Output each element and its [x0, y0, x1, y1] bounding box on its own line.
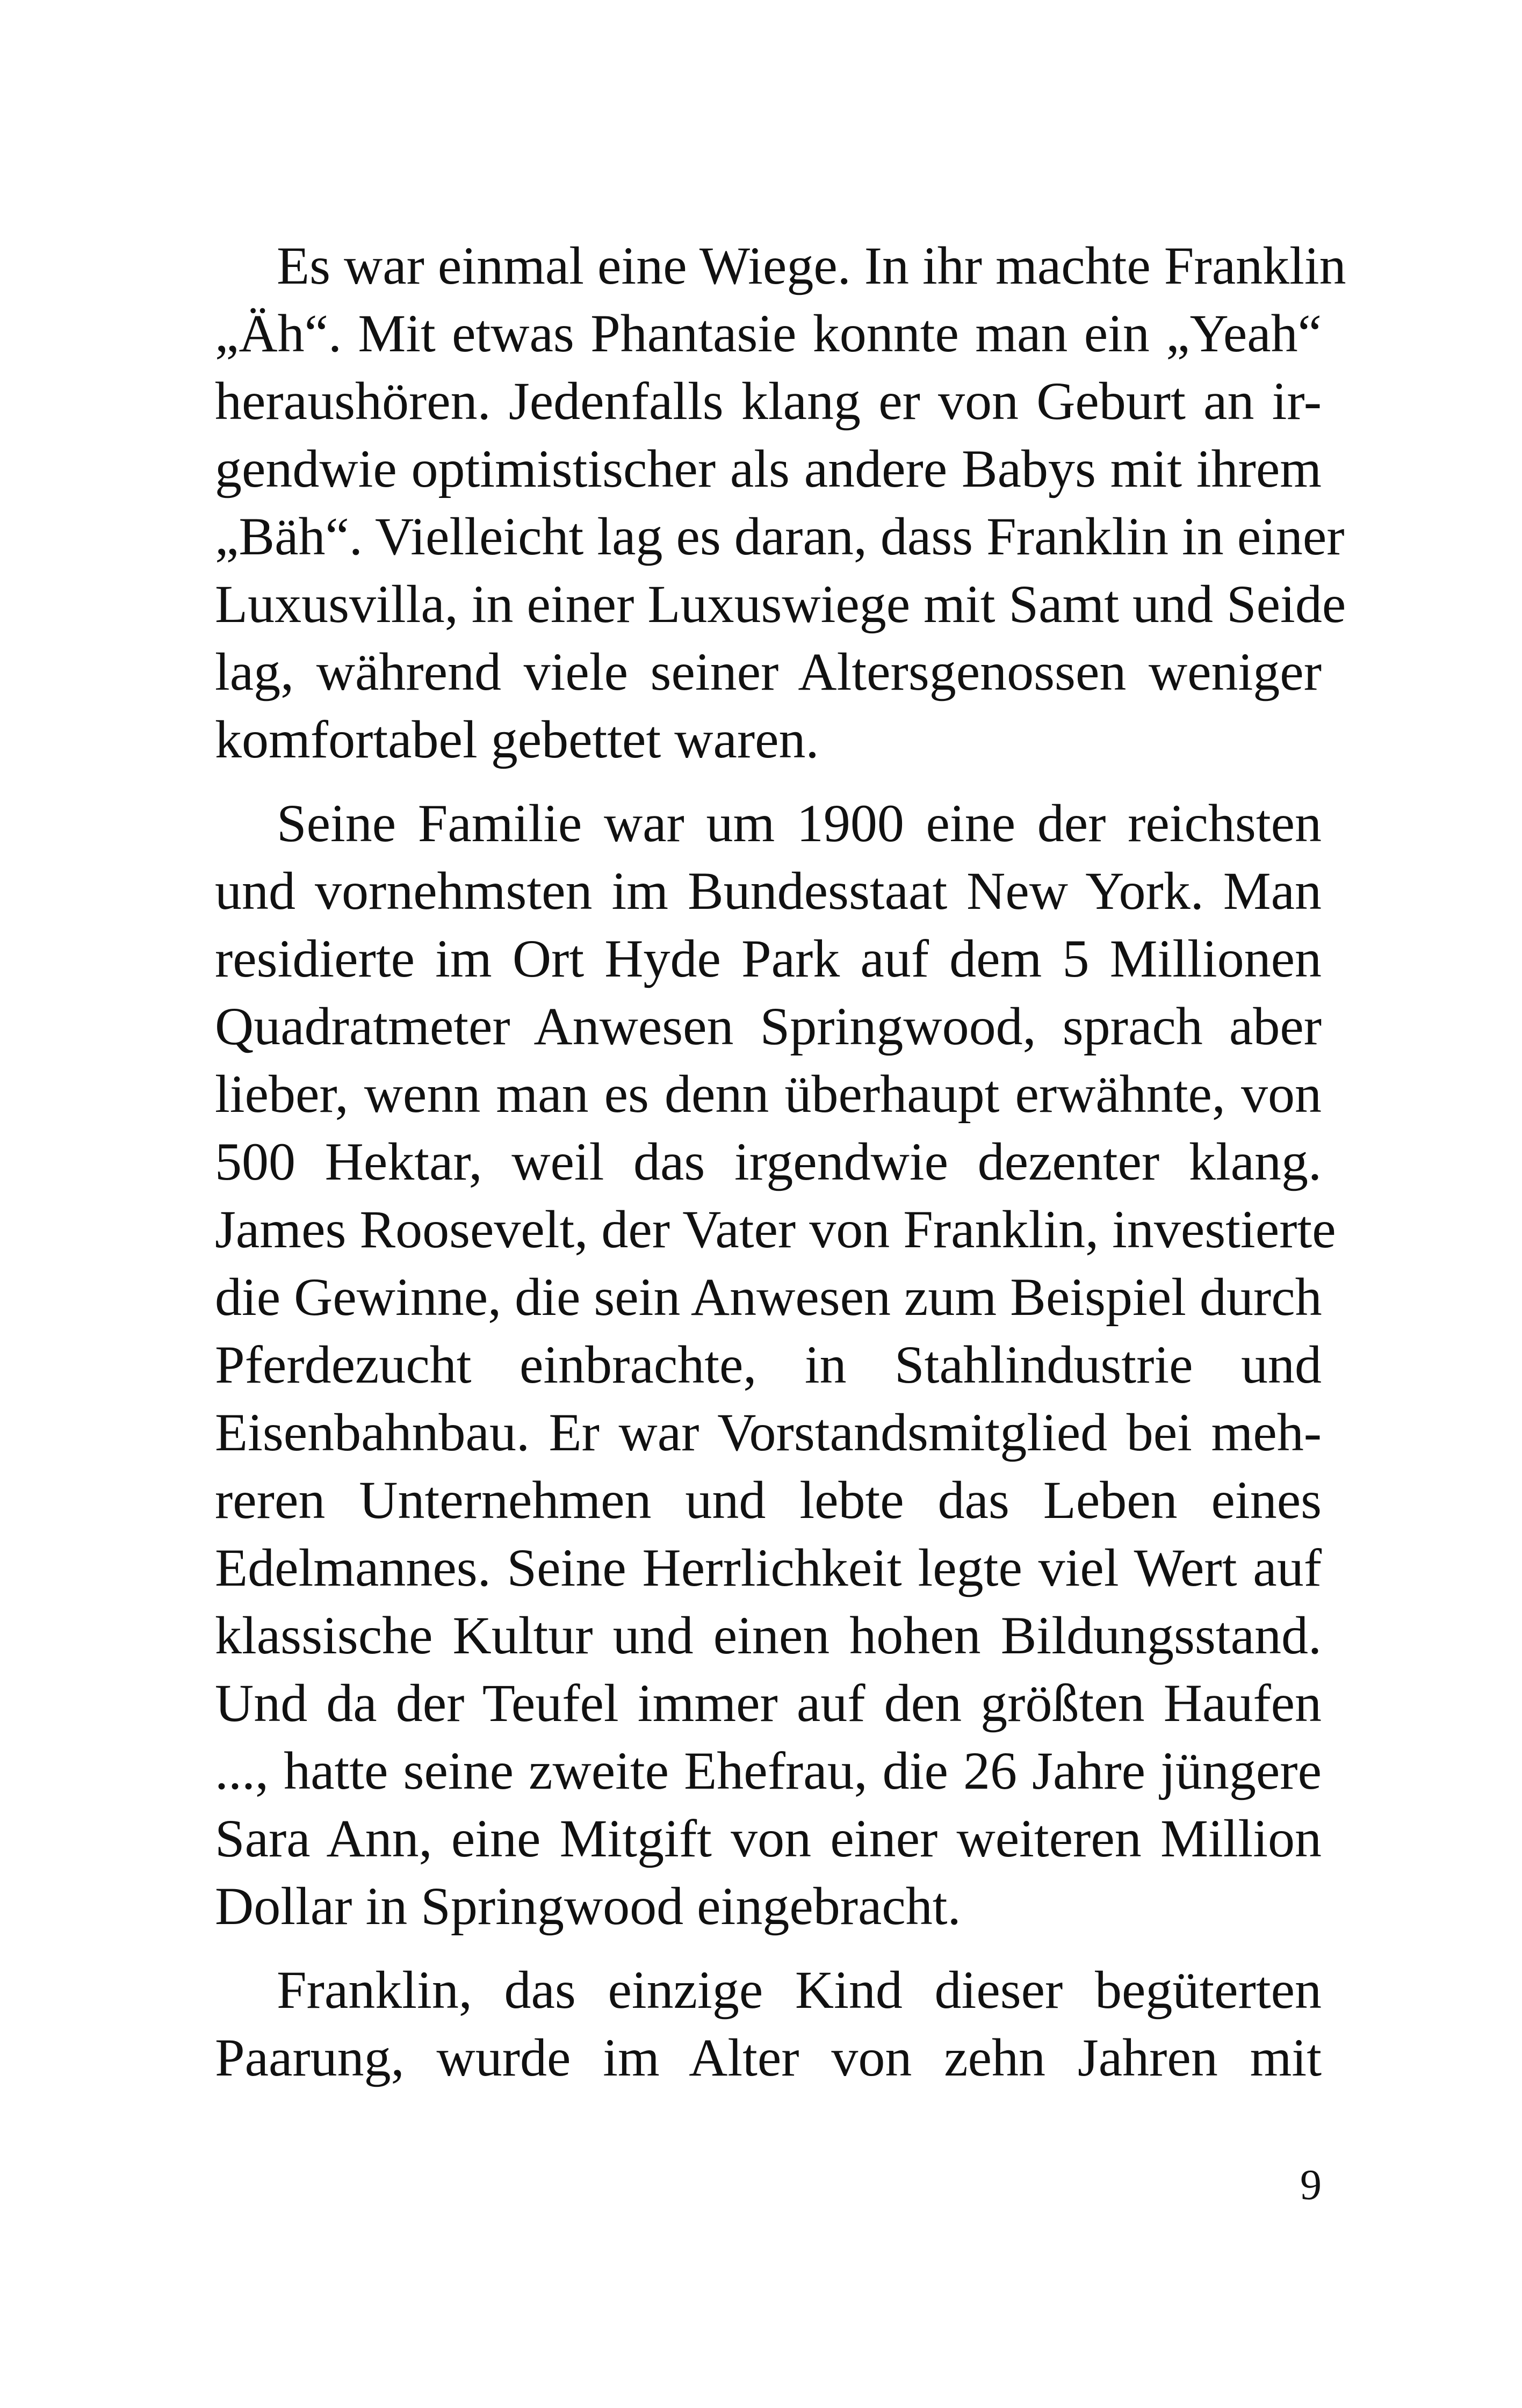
- text-line: Luxusvilla, in einer Luxuswiege mit Samt und Seide: [215, 574, 1346, 634]
- text-line: die Gewinne, die sein Anwesen zum Beispiel durch: [215, 1267, 1322, 1327]
- text-line: 500 Hektar, weil das irgendwie dezenter klang.: [215, 1132, 1322, 1191]
- text-line: heraushören. Jedenfalls klang er von Geburt an ir-: [215, 371, 1322, 431]
- text-line: Und da der Teufel immer auf den größten Haufen: [215, 1673, 1322, 1733]
- text-line: lieber, wenn man es denn überhaupt erwähnte, von: [215, 1064, 1322, 1124]
- text-line: lag, während viele seiner Altersgenossen weniger: [215, 642, 1322, 702]
- text-line: ..., hatte seine zweite Ehefrau, die 26 Jahre jüngere: [215, 1741, 1322, 1800]
- paragraph-3: [215, 1956, 1322, 2092]
- text-line: klassische Kultur und einen hohen Bildungsstand.: [215, 1606, 1322, 1665]
- text-line: Paarung, wurde im Alter von zehn Jahren mit: [215, 2028, 1322, 2087]
- text-line: gendwie optimistischer als andere Babys mit ihrem: [215, 439, 1322, 498]
- text-line: komfortabel gebettet waren.: [215, 710, 819, 769]
- text-line: Eisenbahnbau. Er war Vorstandsmitglied bei meh-: [215, 1402, 1322, 1462]
- text-line: residierte im Ort Hyde Park auf dem 5 Millionen: [215, 929, 1322, 988]
- paragraph-2: [215, 790, 1336, 1940]
- text-line: Dollar in Springwood eingebracht.: [215, 1876, 961, 1936]
- text-line: James Roosevelt, der Vater von Franklin, investierte: [215, 1199, 1336, 1259]
- text-line: Pferdezucht einbrachte, in Stahlindustrie und: [215, 1335, 1322, 1394]
- text-line: Edelmannes. Seine Herrlichkeit legte viel Wert auf: [215, 1538, 1322, 1597]
- text-line: und vornehmsten im Bundesstaat New York. Man: [215, 861, 1322, 921]
- body-text: [215, 232, 1346, 2092]
- text-line: „Bäh“. Vielleicht lag es daran, dass Franklin in einer: [215, 507, 1345, 566]
- text-line: Sara Ann, eine Mitgift von einer weiteren Million: [215, 1809, 1322, 1868]
- paragraph-1: [215, 232, 1346, 773]
- text-line: „Äh“. Mit etwas Phantasie konnte man ein „Yeah“: [215, 303, 1322, 363]
- text-line: reren Unternehmen und lebte das Leben eines: [215, 1470, 1322, 1530]
- text-line: Quadratmeter Anwesen Springwood, sprach aber: [215, 996, 1322, 1056]
- text-line: Seine Familie war um 1900 eine der reichsten: [277, 793, 1322, 853]
- text-line: Franklin, das einzige Kind dieser begüterten: [277, 1960, 1322, 2020]
- page-number: 9: [1300, 2161, 1322, 2209]
- text-line: Es war einmal eine Wiege. In ihr machte Franklin: [277, 236, 1346, 295]
